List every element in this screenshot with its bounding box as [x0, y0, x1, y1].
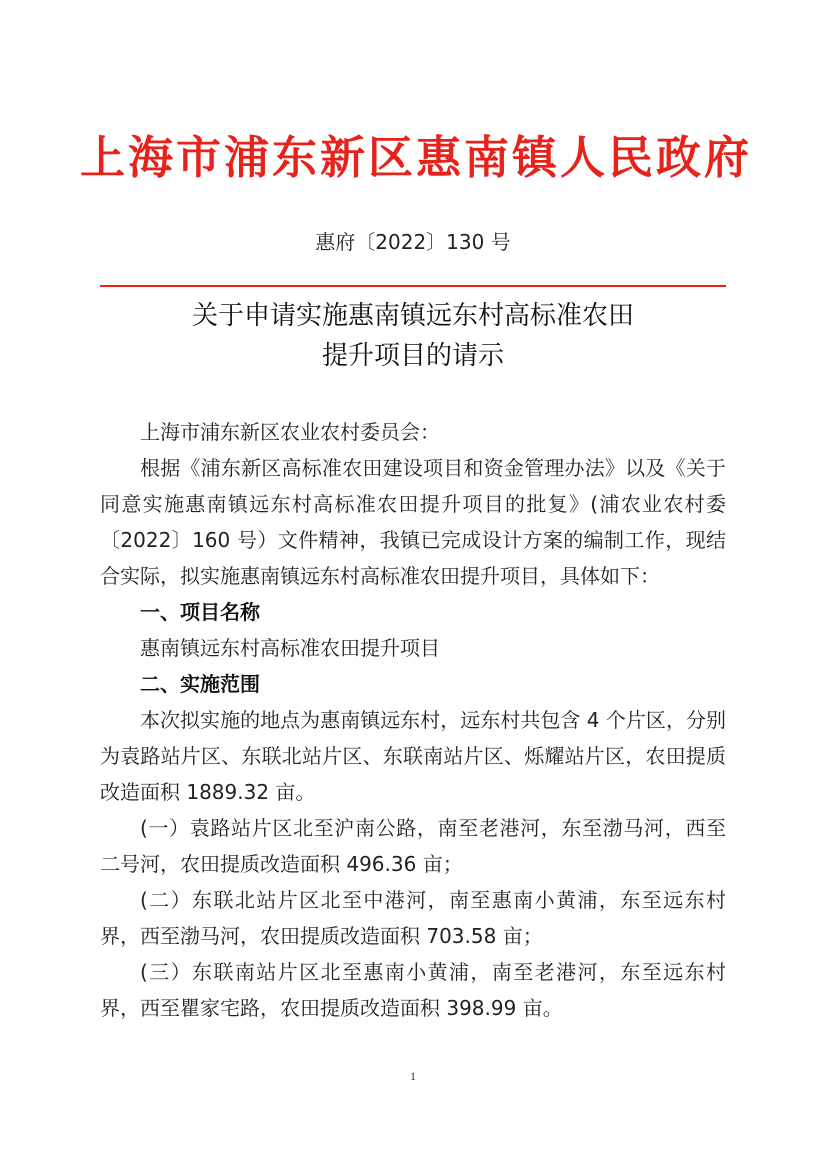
- project-name-text: 惠南镇远东村高标准农田提升项目: [140, 636, 440, 660]
- document-subject: [100, 296, 726, 376]
- subject-line-1: 关于申请实施惠南镇远东村高标准农田: [191, 301, 634, 331]
- section-heading-scope: 二、实施范围: [140, 672, 260, 696]
- intro-paragraph: 根据《浦东新区高标准农田建设项目和资金管理办法》以及《关于同意实施惠南镇远东村高标准农田提升项目的批复》(浦农业农村委〔2022〕160 号）文件精神，我镇已完成设计方案的编制工作，现结合实际，拟实施惠南镇远东村高标准农田提升项目，具体如下：: [100, 456, 726, 588]
- salutation: 上海市浦东新区农业农村委员会：: [140, 420, 440, 444]
- scope-item-2: (二）东联北站片区北至中港河，南至惠南小黄浦，东至远东村界，西至渤马河，农田提质改造面积 703.58 亩；: [100, 888, 726, 948]
- page-number: 1: [410, 1069, 416, 1083]
- red-separator-line: [100, 285, 726, 287]
- subject-line-2: 提升项目的请示: [321, 341, 504, 371]
- scope-item-1: (一）袁路站片区北至沪南公路，南至老港河，东至渤马河，西至二号河，农田提质改造面积 496.36 亩；: [100, 816, 726, 876]
- scope-item-3: (三）东联南站片区北至惠南小黄浦，南至老港河，东至远东村界，西至瞿家宅路，农田提质改造面积 398.99 亩。: [100, 960, 726, 1020]
- document-number: 惠府〔2022〕130 号: [315, 230, 511, 254]
- scope-paragraph: 本次拟实施的地点为惠南镇远东村，远东村共包含 4 个片区，分别为袁路站片区、东联北站片区、东联南站片区、烁耀站片区，农田提质改造面积 1889.32 亩。: [100, 708, 726, 804]
- section-heading-project-name: 一、项目名称: [140, 600, 260, 624]
- issuing-authority-title: 上海市浦东新区惠南镇人民政府: [80, 131, 753, 184]
- document-body: [100, 414, 726, 1026]
